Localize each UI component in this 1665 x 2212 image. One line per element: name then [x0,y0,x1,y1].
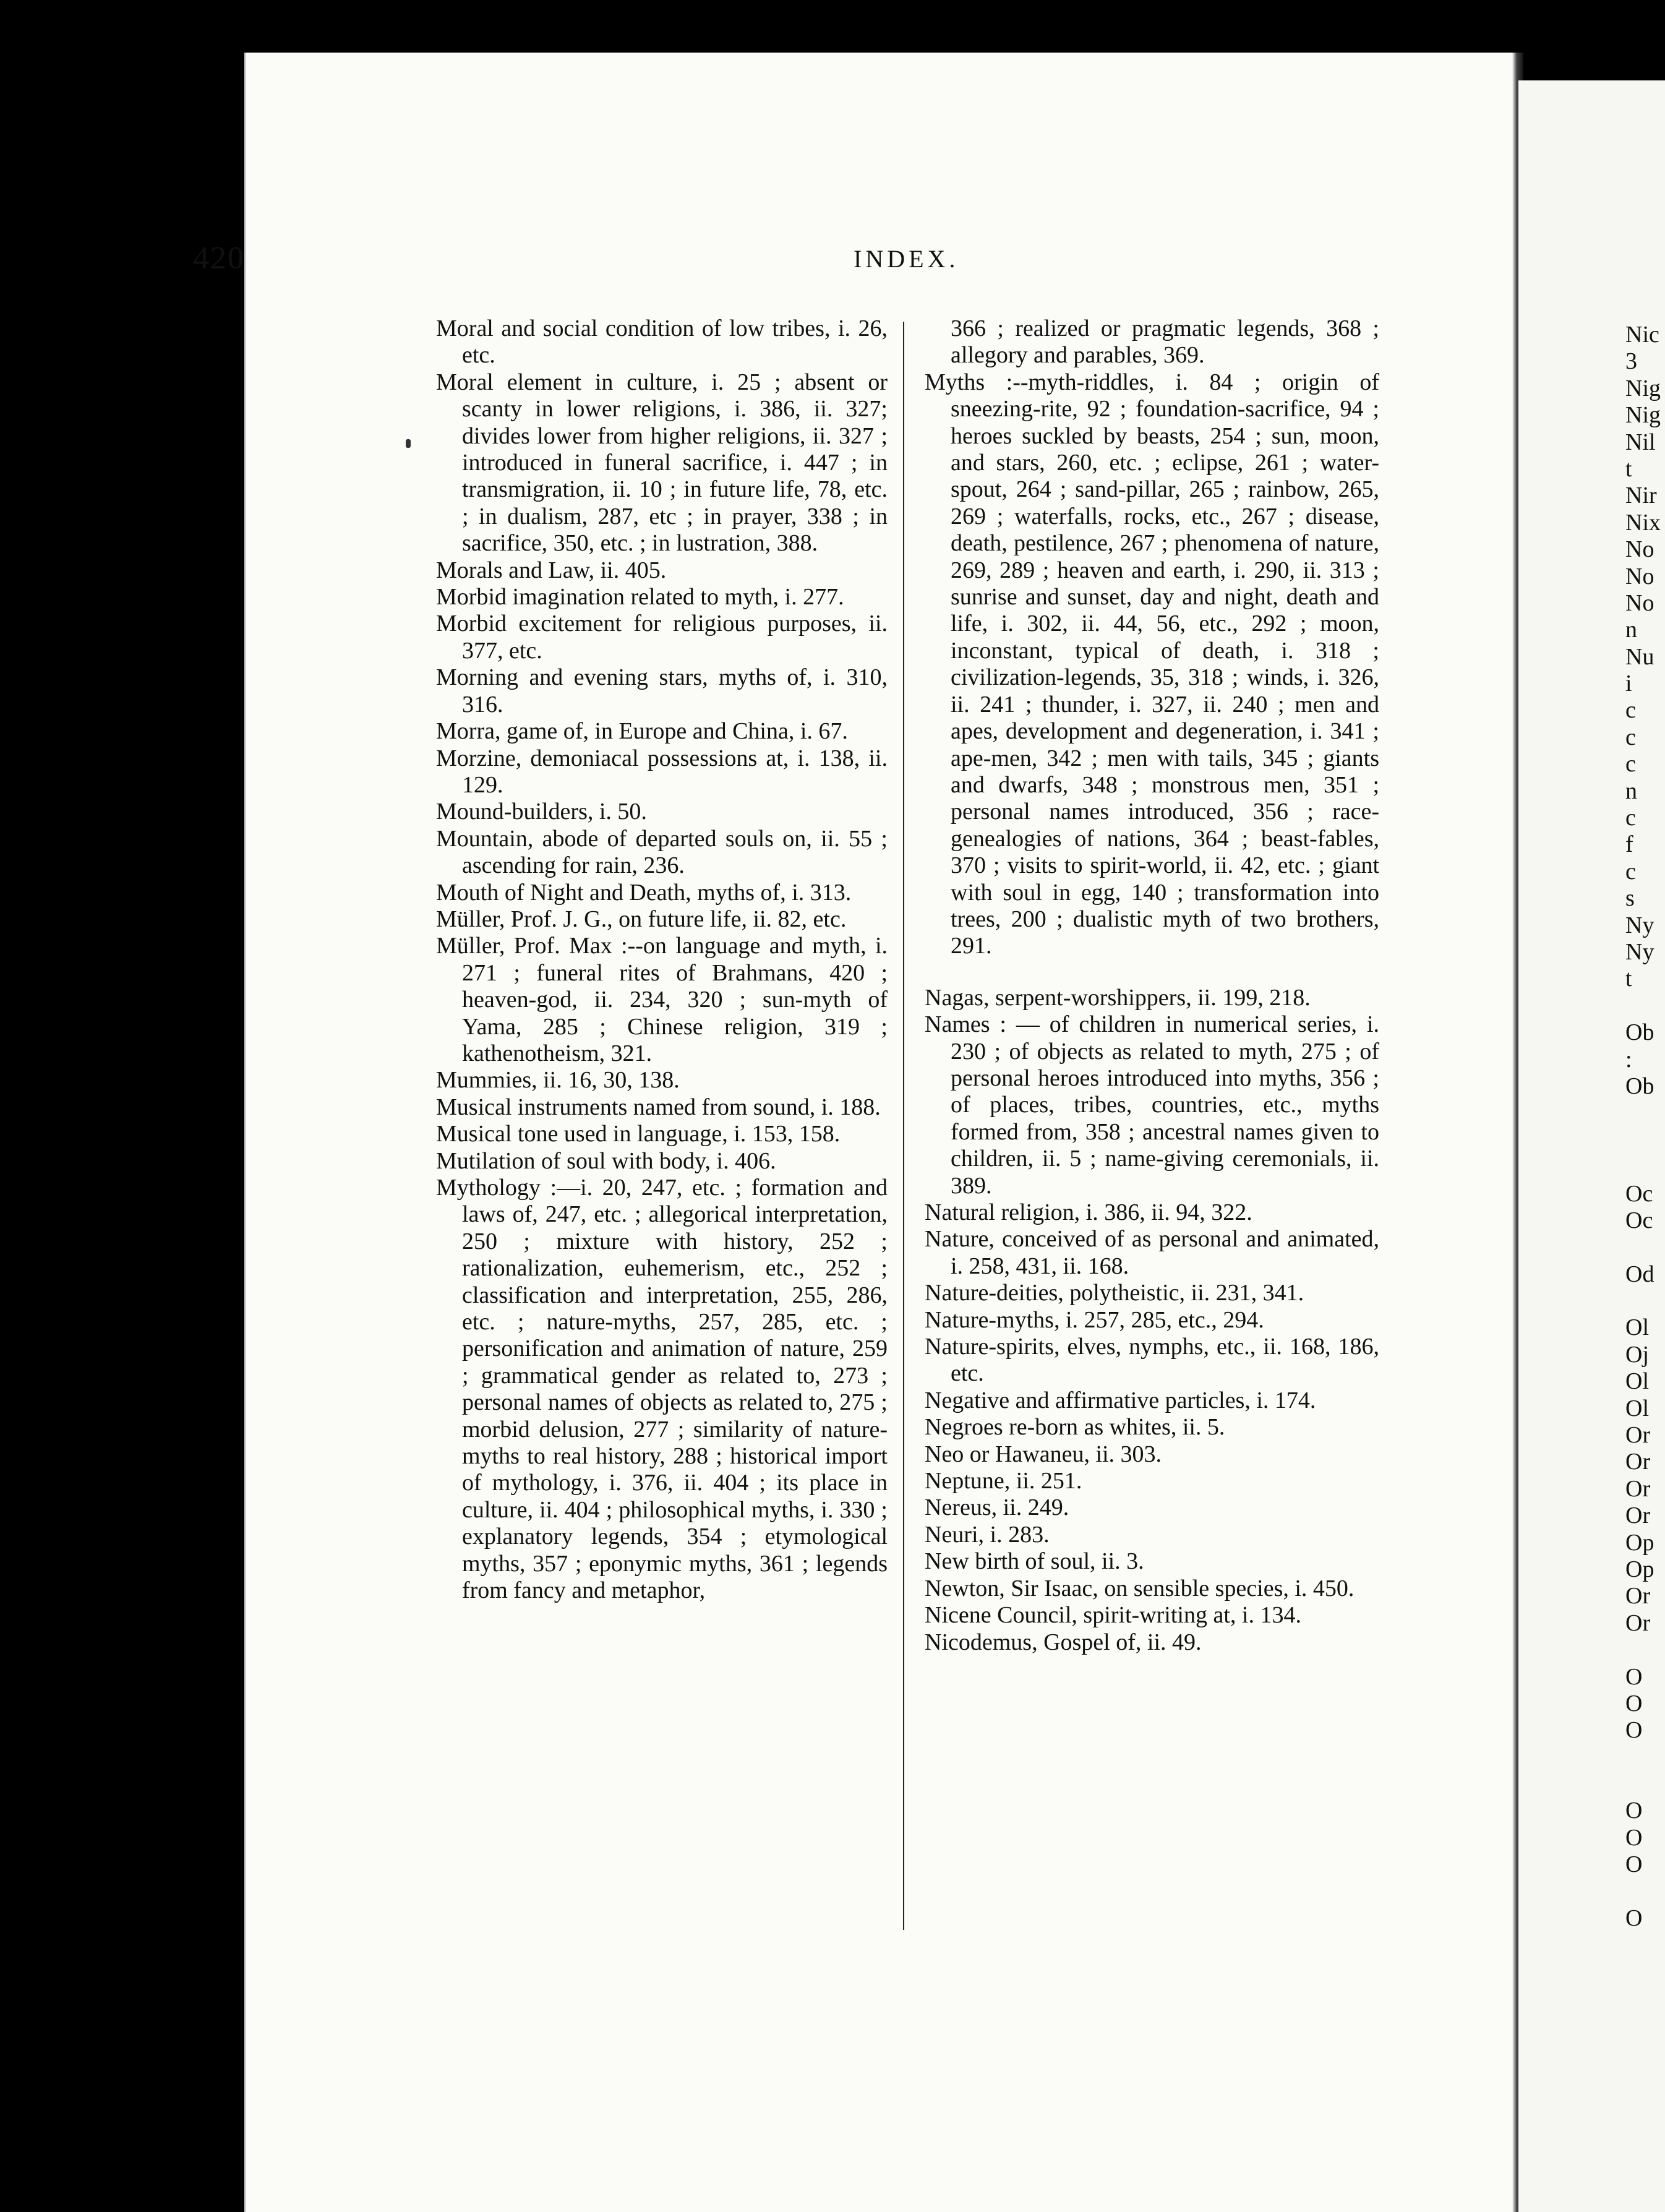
facing-page-fragment: Nil [1625,429,1656,455]
facing-page-fragment: Nig [1625,402,1661,429]
facing-page-fragment: f [1625,831,1633,858]
facing-page-fragment: Or [1625,1422,1651,1449]
facing-page-fragment: Nic [1625,322,1659,348]
index-entry: Nature-myths, i. 257, 285, etc., 294. [925,1306,1264,1333]
facing-page-fragment: Oj [1625,1341,1649,1368]
facing-page-fragment: Ol [1625,1395,1649,1421]
index-entry-continuation: 366 ; realized or pragmatic legends, 368 ; allegory and parables, 369. [951,315,1379,369]
index-column-left [436,315,888,1605]
facing-page-fragment [1625,1288,1665,1314]
facing-page-fragment: O [1625,1798,1643,1824]
facing-page-fragment: Ob [1625,1019,1654,1046]
index-entry: Myths :--myth-riddles, i. 84 ; origin of sneezing-rite, 92 ; foundation-sacrifice, 94 ; heroes suckled by beasts, 254 ; sun, moon, and stars, 260, etc. ; eclipse, 261 ; water-spout, 264 ; sand-pillar, 265 ; rainbow, 265, 269 ; waterfalls, rocks, etc., 267 ; disease, death, pestilence, 267 ; phenomena of nature, 269, 289 ; heaven and earth, i. 290, ii. 313 ; sunrise and sunset, day and night, death and life, i. 302, ii. 44, 56, etc., 292 ; moon, inconstant, typical of death, i. 318 ; civilization-legends, 35, 318 ; winds, i. 326, ii. 241 ; thunder, i. 327, ii. 240 ; men and apes, development and degeneration, i. 341 ; ape-men, 342 ; men with tails, 345 ; giants and dwarfs, 348 ; monstrous men, 351 ; personal names introduced, 356 ; race-genealogies of nations, 364 ; beast-fables, 370 ; visits to spirit-world, ii. 42, etc. ; giant with soul in egg, 140 ; transformation into trees, 200 ; dualistic myth of two brothers, 291. [925,369,1379,959]
page-number: 420 [193,241,245,276]
facing-page-fragment: O [1625,1717,1643,1744]
facing-page-fragment: Oc [1625,1180,1653,1207]
index-entry: Mound-builders, i. 50. [436,799,647,825]
index-entry: Neuri, i. 283. [925,1521,1050,1548]
facing-page-fragment: Nix [1625,509,1661,536]
facing-page-fragment: O [1625,1851,1643,1878]
index-entry: Natural religion, i. 386, ii. 94, 322. [925,1199,1252,1225]
facing-page-fragment: i [1625,671,1632,697]
facing-page-fragment: Nu [1625,643,1654,670]
facing-page-fragment: n [1625,617,1637,643]
facing-page-fragment: O [1625,1663,1643,1690]
facing-page-fragment: O [1625,1824,1643,1851]
facing-page-fragment: c [1625,697,1636,724]
index-entry: Mummies, ii. 16, 30, 138. [436,1067,680,1094]
index-entry: Moral and social condition of low tribes, i. 26, etc. [436,315,888,369]
facing-page-fragment: n [1625,778,1637,804]
index-entry: Müller, Prof. J. G., on future life, ii. 82, etc. [436,906,847,932]
facing-page-fragment: Ny [1625,938,1654,965]
facing-page-fragment [1625,1100,1665,1126]
index-entry: Morals and Law, ii. 405. [436,557,667,583]
facing-page-fragment: c [1625,858,1636,885]
facing-page-fragments [1625,322,1665,1932]
facing-page-fragment: Ob [1625,1073,1654,1099]
facing-page-fragment: Od [1625,1261,1654,1287]
index-entry: Neptune, ii. 251. [925,1468,1082,1494]
index-entry: Newton, Sir Isaac, on sensible species, i. 450. [925,1575,1355,1601]
index-entry: Nereus, ii. 249. [925,1494,1069,1521]
facing-page-fragment: No [1625,563,1654,589]
facing-page-fragment [1625,1127,1665,1154]
facing-page-fragment [1625,1744,1665,1771]
facing-page-fragment: c [1625,724,1636,750]
index-entry: Morra, game of, in Europe and China, i. 67. [436,718,848,745]
index-entry: Nagas, serpent-worshippers, ii. 199, 218. [925,984,1311,1011]
index-entry: Nicene Council, spirit-writing at, i. 134. [925,1602,1301,1629]
facing-page-fragment: Or [1625,1449,1651,1475]
section-gap [925,960,1379,985]
index-entry: Mountain, abode of departed souls on, ii. 55 ; ascending for rain, 236. [436,825,888,879]
facing-page-fragment: O [1625,1690,1643,1717]
facing-page-fragment [1625,1637,1665,1663]
index-entry: Mouth of Night and Death, myths of, i. 313. [436,879,852,906]
index-entry: Morbid excitement for religious purposes, ii. 377, etc. [436,611,888,664]
facing-page-fragment [1625,1771,1665,1798]
index-entry: Mutilation of soul with body, i. 406. [436,1147,776,1174]
facing-page-fragment: No [1625,589,1654,616]
facing-page-fragment: t [1625,455,1632,482]
facing-page-fragment: Ny [1625,912,1654,938]
index-entry: Morzine, demoniacal possessions at, i. 138, ii. 129. [436,745,888,798]
facing-page-fragment: t [1625,966,1632,992]
facing-page-fragment: Ol [1625,1314,1649,1341]
facing-page-fragment: Op [1625,1529,1654,1556]
facing-page-fragment [1625,993,1665,1019]
index-entry: Names : — of children in numerical series, i. 230 ; of objects as related to myth, 275 ; of personal heroes introduced into myths, 356 ; of places, tribes, countries, etc., myths formed from, 358 ; ancestral names given to children, ii. 5 ; name-giving ceremonials, ii. 389. [925,1011,1379,1199]
index-entry: Musical tone used in language, i. 153, 158. [436,1121,841,1147]
index-entry: Müller, Prof. Max :--on language and myth, i. 271 ; funeral rites of Brahmans, 420 ; heaven-god, ii. 234, 320 ; sun-myth of Yama, 285 ; Chinese religion, 319 ; kathenotheism, 321. [436,933,888,1066]
index-entry: Mythology :—i. 20, 247, etc. ; formation and laws of, 247, etc. ; allegorical interpretation, 250 ; mixture with history, 252 ; rationalization, euhemerism, etc., 252 ; classification and interpretation, 255, 286, etc. ; nature-myths, 257, 285, etc. ; personification and animation of nature, 259 ; grammatical gender as related to, 273 ; personal names of objects as related to, 275 ; morbid delusion, 277 ; similarity of nature-myths to real history, 288 ; historical import of mythology, i. 376, ii. 404 ; its place in culture, ii. 404 ; philosophical myths, i. 330 ; explanatory legends, 354 ; etymological myths, 357 ; eponymic myths, 361 ; legends from fancy and metaphor, [436,1175,888,1604]
facing-page-fragment: Or [1625,1583,1651,1610]
facing-page-fragment: Nir [1625,482,1657,509]
index-entry: Nature, conceived of as personal and animated, i. 258, 431, ii. 168. [925,1226,1379,1279]
facing-page-fragment: c [1625,805,1636,831]
running-head: INDEX. [854,245,959,273]
index-entry: Neo or Hawaneu, ii. 303. [925,1441,1162,1467]
facing-page-fragment: Or [1625,1475,1651,1502]
index-entry: Nature-deities, polytheistic, ii. 231, 341. [925,1280,1304,1306]
facing-page-fragment [1625,1154,1665,1180]
index-entry: Nicodemus, Gospel of, ii. 49. [925,1629,1202,1655]
index-entry: Morning and evening stars, myths of, i. 310, 316. [436,664,888,718]
facing-page-fragment: Oc [1625,1207,1653,1233]
facing-page-fragment: Or [1625,1610,1651,1636]
facing-page-fragment: c [1625,751,1636,778]
index-entry: Negative and affirmative particles, i. 174. [925,1387,1316,1413]
index-entry: Musical instruments named from sound, i. 188. [436,1094,881,1120]
facing-page-fragment: 3 [1625,348,1637,375]
index-entry: Negroes re-born as whites, ii. 5. [925,1414,1225,1441]
facing-page-fragment: : [1625,1046,1632,1073]
index-entry: Nature-spirits, elves, nymphs, etc., ii. 168, 186, etc. [925,1334,1379,1387]
facing-page-fragment [1625,1234,1665,1261]
column-rule [903,322,904,1930]
facing-page-fragment: Nig [1625,375,1661,401]
index-entry: Moral element in culture, i. 25 ; absent or scanty in lower religions, i. 386, ii. 327; divides lower from higher religions, ii. 327 ; introduced in funeral sacrifice, i. 447 ; in transmigration, ii. 10 ; in future life, 78, etc. ; in dualism, 287, etc ; in prayer, 338 ; in sacrifice, 350, etc. ; in lustration, 388. [436,369,888,557]
index-entry: New birth of soul, ii. 3. [925,1548,1144,1575]
facing-page-fragment: s [1625,885,1635,912]
facing-page-fragment: O [1625,1905,1643,1932]
facing-page-fragment: No [1625,536,1654,563]
facing-page-fragment [1625,1879,1665,1905]
facing-page-fragment: Op [1625,1556,1654,1582]
index-entry: Morbid imagination related to myth, i. 277. [436,584,844,611]
facing-page-fragment: Ol [1625,1368,1649,1395]
margin-mark [406,439,411,448]
facing-page-fragment: Or [1625,1503,1651,1529]
index-column-right [925,315,1379,1656]
